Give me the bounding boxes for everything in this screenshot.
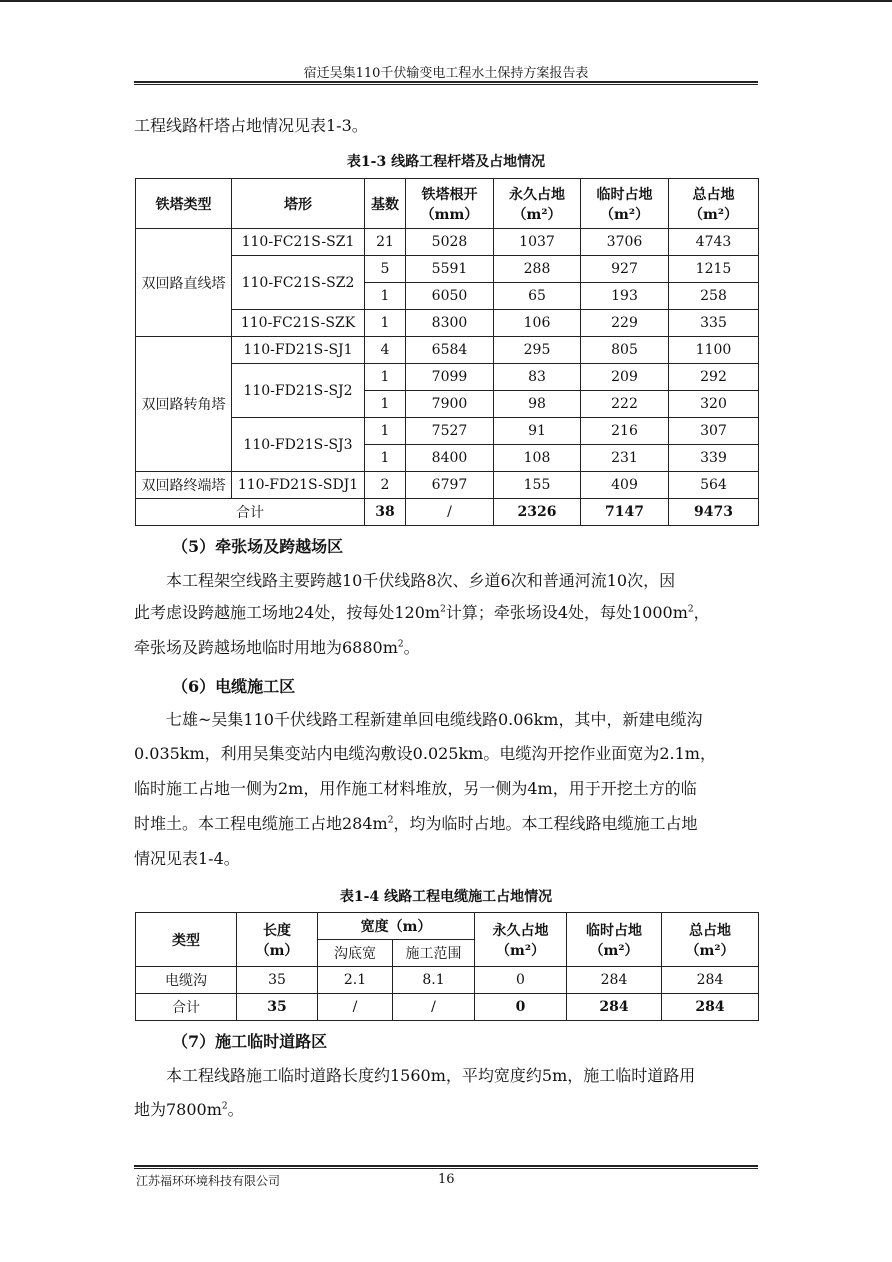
section-7-title: （7）施工临时道路区 [172,1032,328,1051]
tower-type-cell: 110-FC21S-SZ1 [232,229,365,256]
cell: 339 [669,445,759,472]
cell: 0 [475,967,567,994]
group-cell: 双回路终端塔 [136,472,232,499]
section-6-line: 七雄~吴集110千伏线路工程新建单回电缆线路0.06km，其中，新建电缆沟 [166,710,703,729]
table-total-row [136,994,759,1021]
cell: 6797 [406,472,494,499]
col-header: 永久占地 （m²） [475,913,567,967]
cell: 1037 [494,229,581,256]
cell: 1 [365,445,406,472]
cell: 5028 [406,229,494,256]
cell: 35 [237,994,318,1021]
cell: 83 [494,364,581,391]
cell: 8400 [406,445,494,472]
cell: 284 [567,967,662,994]
cell: 1 [365,418,406,445]
tower-type-cell: 110-FD21S-SJ3 [232,418,365,472]
cell: / [318,994,393,1021]
cell: 9473 [669,499,759,526]
section-6-title: （6）电缆施工区 [172,677,296,696]
cell: 1 [365,364,406,391]
col-header: 铁塔类型 [136,179,232,229]
cell: 6584 [406,337,494,364]
cell: 5 [365,256,406,283]
section-5-line: 本工程架空线路主要跨越10千伏线路8次、乡道6次和普通河流10次，因 [166,571,676,590]
section-6-line: 时堆土。本工程电缆施工占地$284m^2$，均为临时占地。本工程线路电缆施工占地 [134,814,698,833]
group-cell: 双回路直线塔 [136,229,232,337]
cell: 209 [581,364,669,391]
cell: 108 [494,445,581,472]
table1-caption: 表1-3 线路工程杆塔及占地情况 [346,154,546,170]
col-header: 临时占地 （m²） [581,179,669,229]
section-6-line: 情况见表1-4。 [134,849,240,868]
section-6-line: 临时施工占地一侧为2m，用作施工材料堆放，另一侧为4m，用于开挖土方的临 [134,779,697,798]
cell: 288 [494,256,581,283]
cell: 4743 [669,229,759,256]
footer-rule [134,1165,758,1167]
cell: 284 [567,994,662,1021]
intro-paragraph: 工程线路杆塔占地情况见表1-3。 [134,116,368,135]
section-7-line: 地为$7800m^2$。 [134,1100,244,1119]
section-5-line: 此考虑设跨越施工场地24处，按每处$120m^2$计算；牵张场设4处，每处$1000m^2$， [134,603,710,622]
tower-type-cell: 110-FD21S-SDJ1 [232,472,365,499]
tower-type-cell: 110-FC21S-SZ2 [232,256,365,310]
tower-type-cell: 110-FD21S-SJ1 [232,337,365,364]
cell: 216 [581,418,669,445]
total-label: 合计 [136,994,237,1021]
tower-table [135,178,759,526]
col-header: 宽度（m） [318,913,475,940]
cell: 4 [365,337,406,364]
col-header: 总占地 （m²） [669,179,759,229]
cell: 6050 [406,283,494,310]
table-row [136,472,759,499]
col-header: 长度 （m） [237,913,318,967]
tower-type-cell: 110-FD21S-SJ2 [232,364,365,418]
table2-caption: 表1-4 线路工程电缆施工占地情况 [339,889,553,905]
cell: 284 [662,967,759,994]
section-6-line: 0.035km，利用吴集变站内电缆沟敷设0.025km。电缆沟开挖作业面宽为2.1m， [134,744,716,763]
col-header: 临时占地 （m²） [567,913,662,967]
cell: 1215 [669,256,759,283]
cell: 98 [494,391,581,418]
table2-header-row [136,913,759,940]
cell: 292 [669,364,759,391]
page-number: 16 [438,1172,455,1187]
group-cell: 双回路转角塔 [136,337,232,472]
table-row [136,337,759,364]
cell: 21 [365,229,406,256]
cell: 409 [581,472,669,499]
cell: 229 [581,310,669,337]
col-header: 总占地 （m²） [662,913,759,967]
cable-table [135,912,759,1021]
cell: 564 [669,472,759,499]
cell: 231 [581,445,669,472]
section-7-line: 本工程线路施工临时道路长度约1560m，平均宽度约5m，施工临时道路用 [166,1066,696,1085]
cell: 电缆沟 [136,967,237,994]
total-label: 合计 [136,499,365,526]
top-border [0,0,892,2]
cell: 222 [581,391,669,418]
cell: 307 [669,418,759,445]
col-header: 永久占地 （m²） [494,179,581,229]
cell: 320 [669,391,759,418]
col-header: 塔形 [232,179,365,229]
cell: 193 [581,283,669,310]
section-5-line: 牵张场及跨越场地临时用地为$6880m^2$。 [134,638,420,657]
cell: 2.1 [318,967,393,994]
cell: / [406,499,494,526]
header-rule [134,81,758,83]
table-row [136,229,759,256]
col-subheader: 施工范围 [393,940,475,967]
cell: 7527 [406,418,494,445]
table-total-row [136,499,759,526]
page-header: 宿迁吴集110千伏输变电工程水土保持方案报告表 [303,66,589,81]
col-subheader: 沟底宽 [318,940,393,967]
cell: 155 [494,472,581,499]
cell: 295 [494,337,581,364]
cell: / [393,994,475,1021]
cell: 5591 [406,256,494,283]
cell: 258 [669,283,759,310]
cell: 0 [475,994,567,1021]
table1-header-row [136,179,759,229]
cell: 7099 [406,364,494,391]
cell: 1100 [669,337,759,364]
cell: 1 [365,391,406,418]
cell: 2 [365,472,406,499]
footer-rule-thin [134,1168,758,1169]
col-header: 基数 [365,179,406,229]
cell: 91 [494,418,581,445]
cell: 927 [581,256,669,283]
cell: 7147 [581,499,669,526]
tower-type-cell: 110-FC21S-SZK [232,310,365,337]
cell: 284 [662,994,759,1021]
cell: 3706 [581,229,669,256]
cell: 8.1 [393,967,475,994]
col-header: 铁塔根开 （mm） [406,179,494,229]
cell: 1 [365,310,406,337]
cell: 7900 [406,391,494,418]
cell: 65 [494,283,581,310]
cell: 805 [581,337,669,364]
section-5-title: （5）牵张场及跨越场区 [172,537,344,556]
header-rule-thin [134,84,758,85]
cell: 38 [365,499,406,526]
col-header: 类型 [136,913,237,967]
cell: 1 [365,283,406,310]
footer-company: 江苏福环环境科技有限公司 [136,1174,281,1188]
cell: 335 [669,310,759,337]
cell: 8300 [406,310,494,337]
table-row [136,967,759,994]
cell: 2326 [494,499,581,526]
cell: 35 [237,967,318,994]
cell: 106 [494,310,581,337]
